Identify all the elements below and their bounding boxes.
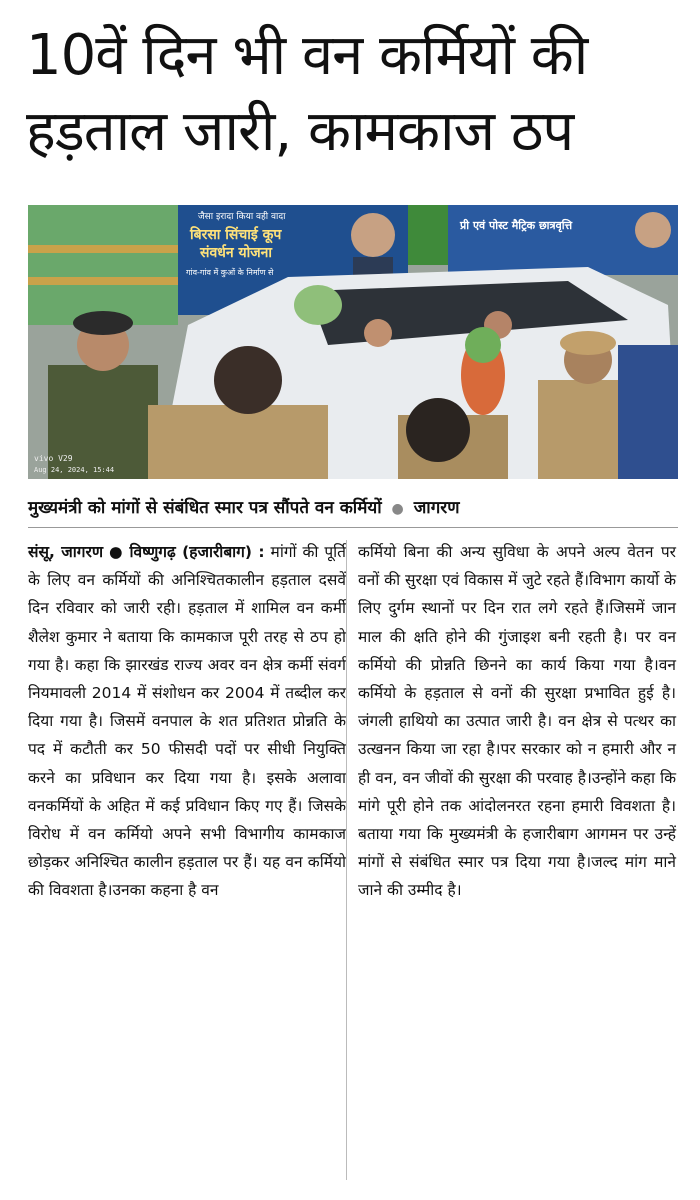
camera-stamp: vivo V29 xyxy=(34,454,73,463)
article-body-left: मांगों की पूर्ति के लिए वन कर्मियों की अनिश्चितकालीन हड़ताल दसवें दिन रविवार को जारी रही। हड़ताल में शामिल वन कर्मी शैलेश कुमार ने बताया कि कामकाज पूरी तरह से ठप हो गया है। कहा कि झारखंड राज्य अवर वन क्षेत्र कर्मी संवर्ग नियमावली 2014 में संशोधन कर 2004 में तब्दील कर दिया गया है। जिसमें वनपाल के शत प्रतिशत प्रोन्नति के पद में कटौती कर 50 फीसदी पदों पर सीधी नियुक्ति करने का प्रविधान कर दिया गया है। इसके अलावा वनकर्मियों के अहित में कई प्रविधान किए गए हैं। जिसके विरोध में वन कर्मियो अपने सभी विभागीय कामकाज छोड़कर अनिश्चित कालीन हड़ताल पर हैं। यह वन कर्मियो की विवशता है।उनका कहना है वन xyxy=(28,543,347,900)
banner-right-text: प्री एवं पोस्ट मैट्रिक छात्रवृत्ति xyxy=(460,219,573,232)
date-stamp: Aug 24, 2024, 15:44 xyxy=(34,466,115,474)
byline-place: विष्णुगढ़ (हजारीबाग) : xyxy=(129,543,265,561)
banner-left-line3: संवर्धन योजना xyxy=(200,245,273,261)
caption-source: जागरण xyxy=(413,498,460,518)
caption-rule xyxy=(28,527,678,528)
headline: 10वें दिन भी वन कर्मियों की हड़ताल जारी, कामकाज ठप xyxy=(26,23,588,164)
banner-left-line1: जैसा इरादा किया वही वादा xyxy=(198,212,286,222)
caption-text: मुख्यमंत्री को मांगों से संबंधित स्मार पत्र सौंपते वन कर्मियों xyxy=(28,498,382,518)
banner-portrait xyxy=(351,213,395,257)
bouquet xyxy=(294,285,342,325)
news-photo xyxy=(28,205,678,479)
article-column-right xyxy=(358,538,676,905)
article-column-left xyxy=(28,538,346,905)
article-body-right: कर्मियो बिना की अन्य सुविधा के अपने अल्प वेतन पर वनों की सुरक्षा एवं विकास में जुटे रहते हैं।विभाग कार्यो के लिए दुर्गम स्थानों पर दिन रात लगे रहते हैं।जिसमें जान माल की क्षति होने की गुंजाइश बनी रहती है। पर वन कर्मियो की प्रोन्नति छिनने का कार्य किया गया है।वन कर्मियो के हड़ताल से वनों की सुरक्षा प्रभावित हुई है। जंगली हाथियो का उत्पात जारी है। वन क्षेत्र से पत्थर का उत्खनन किया जा रहा है।पर सरकार को न हमारी और न ही वन, वन जीवों की सुरक्षा की परवाह है।उन्होंने कहा कि मांगे पूरी होने तक आंदोलनरत रहना हमारी विवशता है। बताया गया कि मुख्यमंत्री के हजारीबाग आगमन पर उन्हें मांगों से संबंधित स्मार पत्र दिया गया है।जल्द मांग माने जाने की उम्मीद है। xyxy=(358,543,676,900)
banner-left-line4: गांव-गांव में कुओं के निर्माण से xyxy=(186,268,274,277)
banner-left-line2: बिरसा सिंचाई कूप xyxy=(190,227,282,243)
column-divider xyxy=(346,540,347,1180)
byline-source: संसू, जागरण xyxy=(28,543,104,561)
byline-dot: ● xyxy=(108,543,124,561)
photo-illustration xyxy=(28,205,678,479)
photo-caption xyxy=(28,496,678,521)
caption-dot: ● xyxy=(391,501,404,517)
officer-front xyxy=(148,405,328,479)
